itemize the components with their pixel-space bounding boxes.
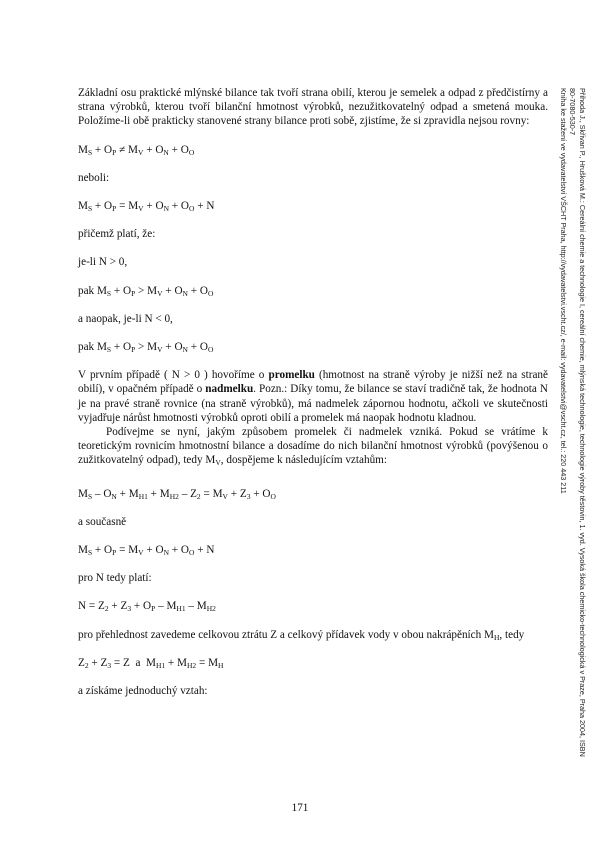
side-citation-line-1: Příhoda J., Skřivan P., Hrušková M.: Cereální chemie a technologie I, cereální chemie, mlýnská technologie, technologie výroby těstovin, 1. vyd. Vysoká škola chemicko-technologická v Praze, Praha 2004, ISBN [578, 88, 587, 757]
side-citation [558, 88, 587, 808]
equation-case-negative: pak $M_S + O_P > M_V + O_N + O_O$ [78, 341, 214, 355]
page-number: 171 [291, 802, 309, 814]
text-jeli: je-li N > 0, [78, 256, 128, 269]
text-pron: pro N tedy platí: [78, 572, 152, 585]
text-anaopak: a naopak, je-li N < 0, [78, 312, 173, 325]
equation-case-positive: pak $M_S + O_P > M_V + O_N + O_O$ [78, 284, 214, 298]
document-body [78, 86, 548, 698]
equation-balance-repeat: $M_S + O_P = M_V + O_N + O_O + N$ [78, 544, 215, 558]
side-citation-line-2: 80-7080-530-7 [568, 88, 578, 136]
equation-n: $N = Z_2 + Z_3 + O_P - M_{H1} - M_{H2}$ [78, 600, 216, 614]
text-pricemz: přičemž platí, že: [78, 228, 156, 241]
text-asoucasne: a současně [78, 515, 127, 528]
term-nadmelku: nadmelku [205, 383, 254, 396]
text-neboli: neboli: [78, 171, 110, 184]
equation-balance: $M_S + O_P = M_V + O_N + O_O + N$ [78, 200, 215, 214]
term-promelku: promelku [268, 369, 315, 382]
equation-theoretical: $M_S - O_N + M_{H1} + M_{H2} - Z_2 = M_V + Z_3 + O_O$ [78, 487, 276, 501]
paragraph-prehlednost: pro přehlednost zavedeme celkovou ztrátu Z a celkový přídavek vody v obou nakrápěních $M_H$, tedy [78, 628, 525, 642]
paragraph-intro: Základní osu praktické mlýnské bilance tak tvoří strana obilí, kterou je semelek a odpad z předčistírny a strana výrobků, kterou tvoří bilanční hmotnost výrobků, nezužitkovatelný odpad a smetená mouka. Položíme-li obě prakticky stanovené strany bilance proti sobě, zjistíme, že si zpravidla nejsou rovny: [78, 87, 548, 128]
equation-inequality: $M_S + O_P \ne M_V + O_N + O_O$ [78, 143, 195, 157]
paragraph-promelek: V prvním případě ( N > 0 ) hovoříme o promelku (hmotnost na straně výroby je nižší než na straně obilí), v opačném případě o nadmelku. Pozn.: Díky tomu, že bilance se staví tradičně tak, že hodnota N je na pravé straně rovnice (na straně výrobků), má nadmelek zápornou hodnotu, ačkoli ve skutečnosti vyjadřuje nárůst hmotnosti výrobků oproti obilí a promelek má naopak hodnotu kladnou. [78, 369, 548, 424]
paragraph-vznik: Podívejme se nyní, jakým způsobem promelek či nadmelek vzniká. Pokud se vrátíme k teoretickým rovnicím hmotnostní bilance a dosadíme do nich bilanční hmotnost výrobků (povýšenou o zužitkovatelný odpad), tedy $M_V$, dospějeme k následujícím vztahům: [78, 426, 548, 468]
text-final: a získáme jednoduchý vztah: [78, 685, 208, 698]
equation-definitions: $Z_2 + Z_3 = Z$ a $M_{H1} + M_{H2} = M_H$ [78, 656, 224, 670]
side-citation-line-3: Kniha ke stažení ve vydavatelství VŠCHT Praha, http://vydavatelstvi.vscht.cz/, e-mail: vydavatelstvi@vscht.cz, tel.: 220 443 211 [558, 88, 568, 494]
